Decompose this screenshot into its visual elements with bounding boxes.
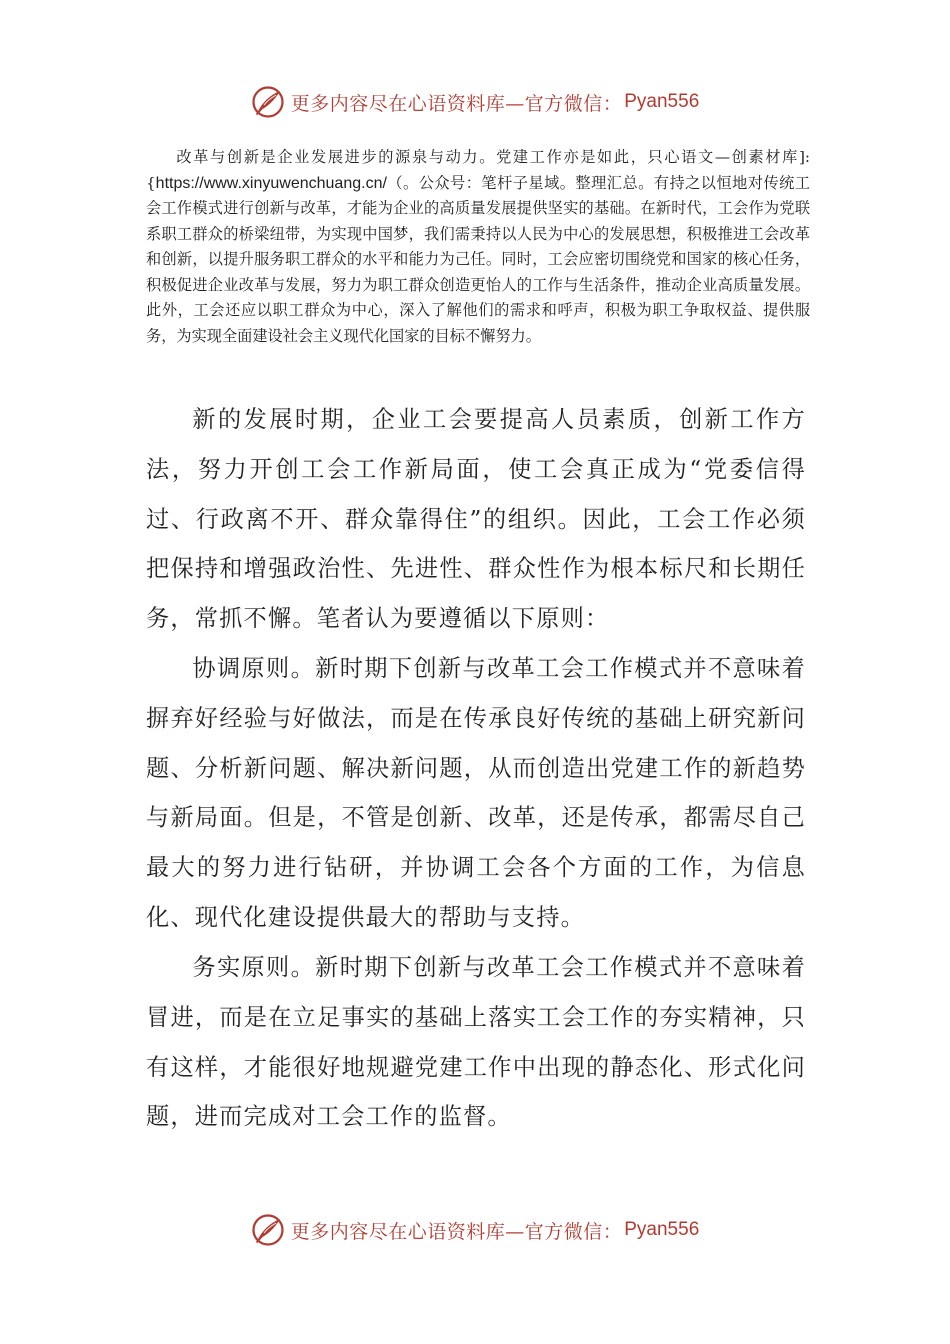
- header-wechat-id: Pyan556: [624, 91, 700, 112]
- footer-wechat-id: Pyan556: [624, 1219, 700, 1240]
- quill-logo-icon: [251, 1213, 285, 1247]
- quill-logo-icon: [251, 85, 285, 119]
- body-paragraph-pragmatism: 务实原则。新时期下创新与改革工会工作模式并不意味着冒进，而是在立足事实的基础上落实工会工作的夯实精神，只有这样，才能很好地规避党建工作中出现的静态化、形式化问题，进而完成对工会工作的监督。: [146, 954, 806, 1131]
- footer-banner-text: 更多内容尽在心语资料库—官方微信：: [290, 1220, 623, 1243]
- intro-paragraph: [146, 145, 810, 349]
- body-paragraph-principles: 新的发展时期，企业工会要提高人员素质，创新工作方法，努力开创工会工作新局面，使工会真正成为“党委信得过、行政离不开、群众靠得住”的组织。因此，工会工作必须把保持和增强政治性、先进性、群众性作为根本标尺和长期任务，常抓不懈。笔者认为要遵循以下原则：: [146, 406, 806, 633]
- footer-banner: [0, 1210, 950, 1250]
- intro-text-before-url: 改革与创新是企业发展进步的源泉与动力。党建工作亦是如此，只心语文—创素材库]:{: [146, 148, 810, 192]
- header-banner: [0, 82, 950, 122]
- header-banner-text: 更多内容尽在心语资料库—官方微信：: [290, 92, 623, 115]
- body-paragraph-coordination: 协调原则。新时期下创新与改革工会工作模式并不意味着摒弃好经验与好做法，而是在传承良好传统的基础上研究新问题、分析新问题、解决新问题，从而创造出党建工作的新趋势与新局面。但是，不管是创新、改革，还是传承，都需尽自己最大的努力进行钻研，并协调工会各个方面的工作，为信息化、现代化建设提供最大的帮助与支持。: [146, 655, 806, 931]
- intro-url-link[interactable]: https://www.xinyuwenchuang.cn/: [155, 174, 387, 192]
- intro-text-after-url: （。公众号：笔杆子星域。整理汇总。有持之以恒地对传统工会工作模式进行创新与改革，才能为企业的高质量发展提供坚实的基础。在新时代，工会作为党联系职工群众的桥梁纽带，为实现中国梦，我们需秉持以人民为中心的发展思想，积极推进工会改革和创新，以提升服务职工群众的水平和能力为己任。同时，工会应密切围绕党和国家的核心任务，积极促进企业改革与发展，努力为职工群众创造更怡人的工作与生活条件，推动企业高质量发展。此外，工会还应以职工群众为中心，深入了解他们的需求和呼声，积极为职工争取权益、提供服务，为实现全面建设社会主义现代化国家的目标不懈努力。: [146, 173, 810, 345]
